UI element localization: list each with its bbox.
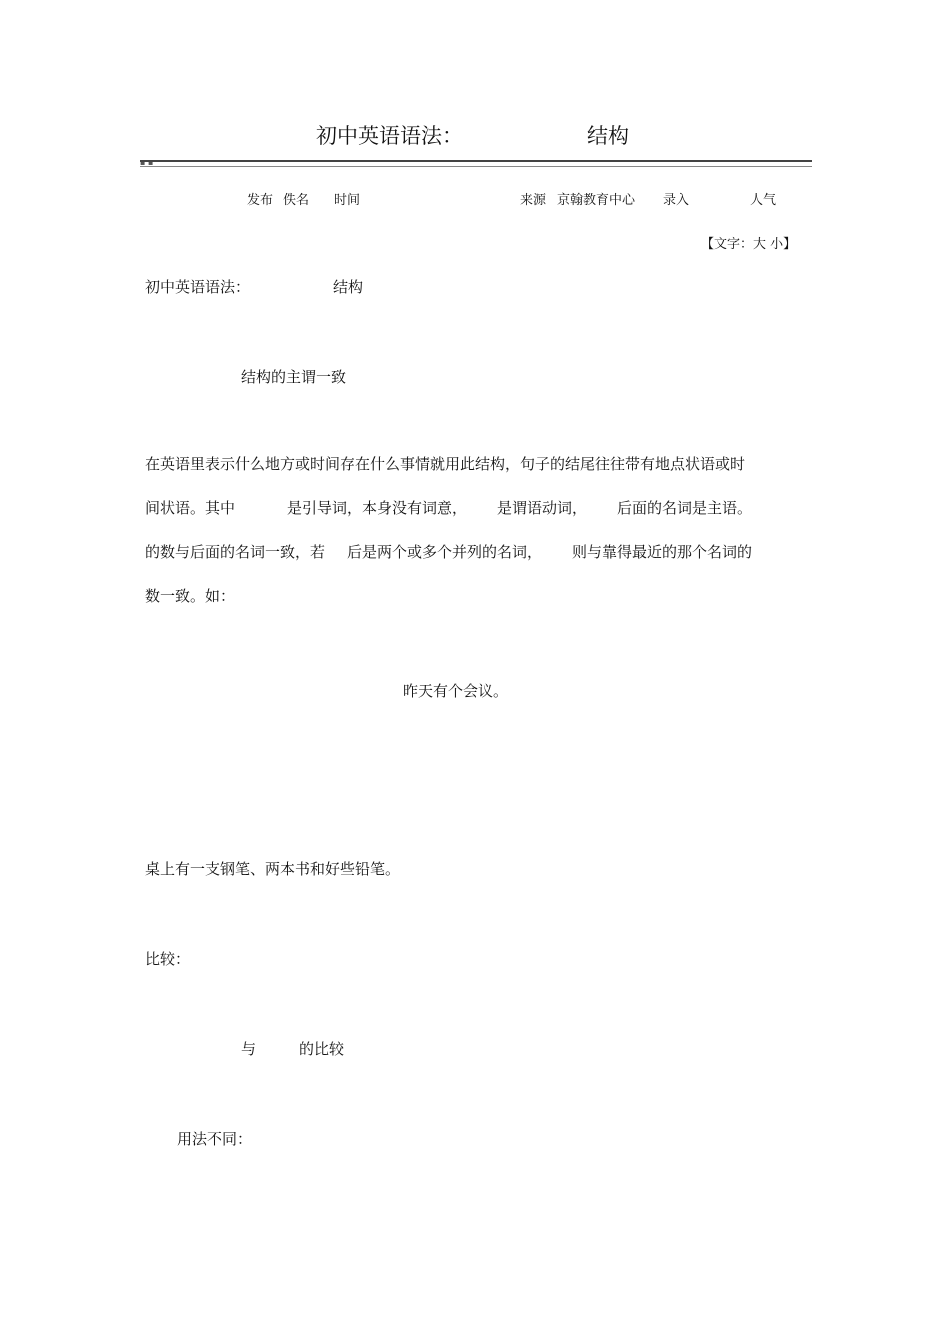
- compare-heading-b: 的比较: [299, 1040, 345, 1058]
- meta-time-label: 时间: [334, 193, 361, 208]
- example-sentence-2: 桌上有一支钢笔、两本书和好些铅笔。: [145, 860, 401, 878]
- para1-line2-c: 是谓语动词，: [497, 499, 588, 517]
- usage-label: 用法不同：: [177, 1130, 253, 1148]
- meta-entry-label: 录入: [663, 193, 690, 208]
- meta-source-label: 来源: [520, 193, 547, 208]
- meta-source-value: 京翰教育中心: [557, 193, 636, 208]
- example-sentence-1: 昨天有个会议。: [403, 682, 509, 700]
- compare-heading-a: 与: [241, 1040, 257, 1058]
- section-heading: 结构的主谓一致: [241, 368, 347, 386]
- title-rule-dots: ▪ ▪: [140, 158, 154, 167]
- page-title-suffix: 结构: [587, 124, 629, 148]
- meta-popularity-label: 人气: [750, 193, 777, 208]
- para1-line2-a: 间状语。其中: [145, 499, 236, 517]
- para1-line3: [145, 530, 810, 574]
- paragraph-1: [145, 442, 810, 618]
- para1-line2-b: 是引导词，本身没有词意，: [287, 499, 468, 517]
- para1-line3-c: 则与靠得最近的那个名词的: [572, 543, 753, 561]
- meta-publisher-label: 发布: [247, 193, 274, 208]
- title-divider: [140, 160, 812, 167]
- para1-line3-b: 后是两个或多个并列的名词，: [347, 543, 543, 561]
- para1-line2: [145, 486, 810, 530]
- font-size-control[interactable]: 【文字：大 小】: [701, 237, 797, 252]
- meta-publisher-value: 佚名: [283, 193, 310, 208]
- intro-suffix: 结构: [333, 278, 364, 296]
- intro-prefix: 初中英语语法：: [145, 278, 251, 296]
- para1-line4: 数一致。如：: [145, 587, 236, 605]
- compare-label: 比较：: [145, 950, 191, 968]
- page-title-prefix: 初中英语语法：: [316, 124, 463, 148]
- para1-line3-a: 的数与后面的名词一致，若: [145, 543, 326, 561]
- para1-line2-d: 后面的名词是主语。: [617, 499, 753, 517]
- para1-line1: 在英语里表示什么地方或时间存在什么事情就用此结构，句子的结尾往往带有地点状语或时: [145, 455, 746, 473]
